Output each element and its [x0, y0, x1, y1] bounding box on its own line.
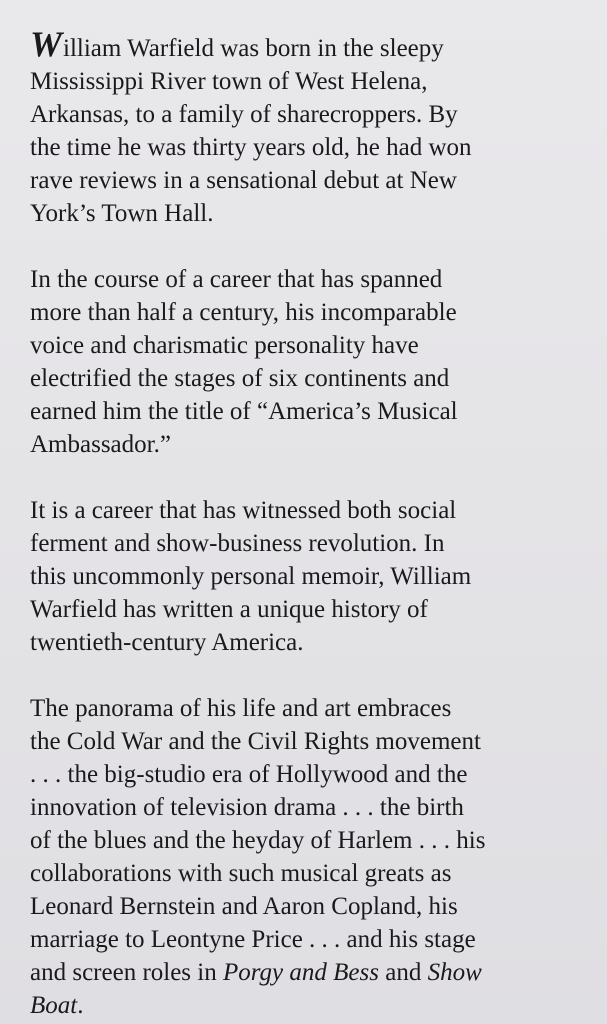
text-line: earned him the title of “America’s Musical	[30, 398, 458, 425]
text-line: the Cold War and the Civil Rights movement	[30, 728, 481, 755]
text-line: marriage to Leontyne Price . . . and his stage	[30, 926, 476, 953]
text-line: rave reviews in a sensational debut at New	[30, 167, 457, 194]
text-line: In the course of a career that has spanned	[30, 266, 443, 293]
text-line: Leonard Bernstein and Aaron Copland, his	[30, 893, 458, 920]
text-line: voice and charismatic personality have	[30, 332, 419, 359]
paragraph-career	[30, 263, 587, 461]
text-line: innovation of television drama . . . the birth	[30, 794, 464, 821]
text-line: of the blues and the heyday of Harlem . . . his	[30, 827, 486, 854]
text-line: It is a career that has witnessed both social	[30, 497, 457, 524]
text-line: Ambassador.”	[30, 431, 171, 458]
text-line: electrified the stages of six continents and	[30, 365, 450, 392]
text-line: this uncommonly personal memoir, William	[30, 563, 472, 590]
text-line: more than half a century, his incomparable	[30, 299, 457, 326]
drop-cap-initial: W	[30, 24, 64, 64]
text-line: Warfield has written a unique history of	[30, 596, 428, 623]
text-line: twentieth-century America.	[30, 629, 304, 656]
paragraph-panorama	[30, 692, 587, 1022]
title-show-boat-part2: Boat	[30, 992, 78, 1019]
text-line: Arkansas, to a family of sharecroppers. By	[30, 101, 458, 128]
text-line: . . . the big-studio era of Hollywood and the	[30, 761, 468, 788]
text-line: collaborations with such musical greats as	[30, 860, 452, 887]
text-line: ferment and show-business revolution. In	[30, 530, 445, 557]
title-porgy-and-bess: Porgy and Bess	[222, 959, 379, 986]
text-line: William Warfield was born in the sleepy	[30, 24, 444, 64]
text-line: and screen roles in Porgy and Bess and Show	[30, 959, 482, 986]
text-line: York’s Town Hall.	[30, 200, 214, 227]
paragraph-birth	[30, 24, 587, 230]
text-line: Boat.	[30, 992, 84, 1019]
text-line: the time he was thirty years old, he had won	[30, 134, 472, 161]
text-line: The panorama of his life and art embraces	[30, 695, 452, 722]
paragraph-memoir	[30, 494, 587, 659]
text-line: Mississippi River town of West Helena,	[30, 68, 428, 95]
title-show-boat-part1: Show	[427, 959, 482, 986]
